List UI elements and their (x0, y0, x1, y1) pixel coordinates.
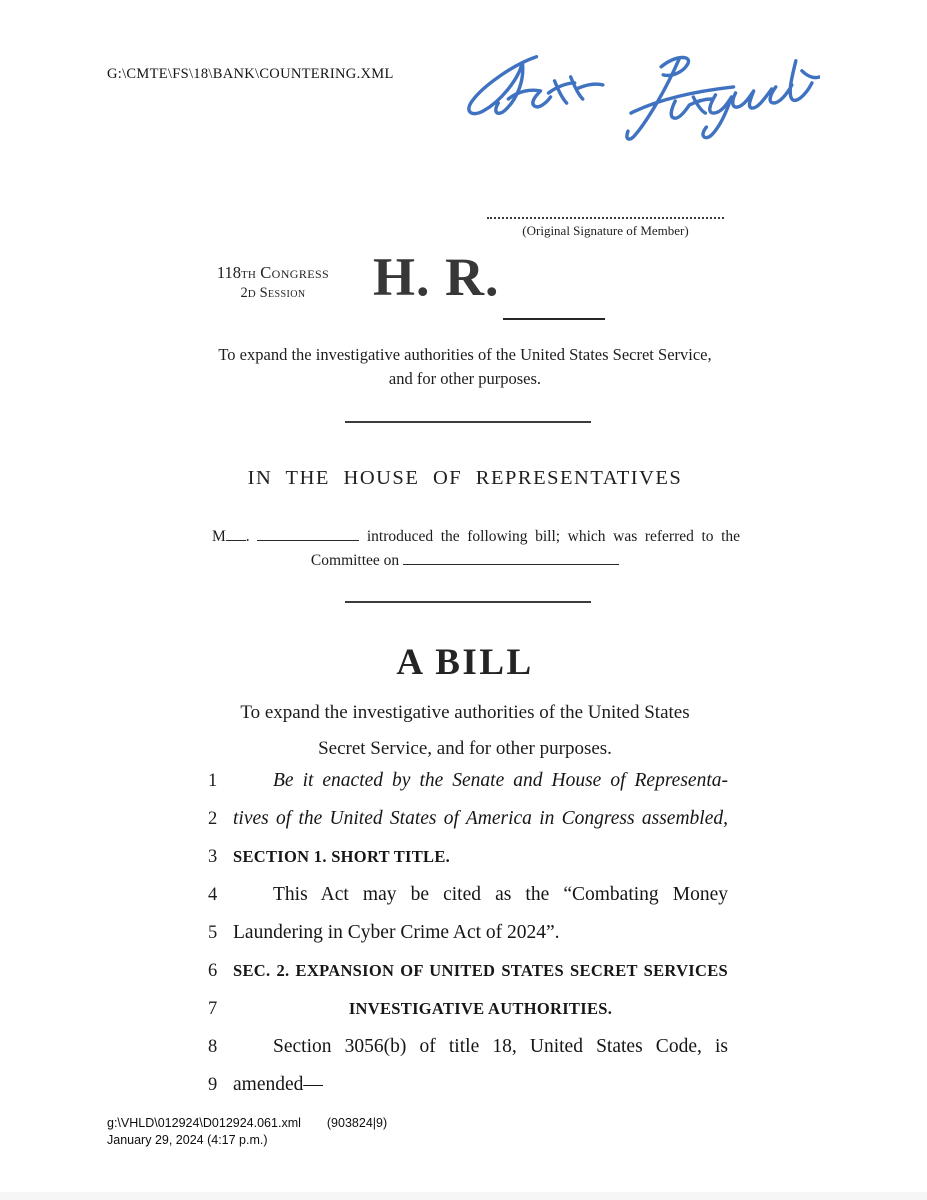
bill-number-blank (503, 318, 605, 320)
bill-line (186, 990, 728, 1028)
bill-number-heading: H. R. (373, 247, 500, 307)
footer-line1 (107, 1115, 387, 1132)
line-text: Section 3056(b) of title 18, United States Code, is (273, 1036, 728, 1057)
congress-session-block (190, 264, 356, 303)
line-text: SEC. 2. EXPANSION OF UNITED STATES SECRET SERVICES (233, 961, 728, 980)
signature-dotted-line (487, 203, 724, 219)
footer-code: (903824|9) (326, 1116, 388, 1130)
committee-name-blank (403, 551, 619, 565)
member-signature (448, 50, 820, 152)
line-text: SECTION 1. SHORT TITLE. (233, 847, 451, 866)
bill-line (186, 876, 728, 914)
bill-line (186, 762, 728, 800)
divider-rule-top (345, 421, 591, 423)
line-number: 2 (208, 809, 218, 829)
bill-long-title-line2: Secret Service, and for other purposes. (318, 738, 612, 759)
line-number: 6 (208, 961, 218, 981)
official-title (150, 343, 780, 391)
bill-line (186, 952, 728, 990)
footer-filepath: g:\VHLD\012924\D012924.061.xml (107, 1116, 301, 1130)
line-text: tives of the United States of America in Congress assembled, (233, 808, 728, 829)
introduction-line: M . introduced the following bill; which was referred to the (212, 528, 741, 545)
divider-rule-bottom (345, 601, 591, 603)
line-number: 8 (208, 1037, 218, 1057)
member-name-blank (226, 527, 246, 541)
congress-line: 118TH Congress (216, 263, 330, 282)
line-number: 9 (208, 1075, 218, 1095)
committee-line (150, 551, 780, 570)
line-text: amended— (233, 1074, 323, 1095)
member-prefix: M (212, 528, 226, 545)
session-line: 2D Session (240, 285, 306, 301)
line-text: Be it enacted by the Senate and House of Representa- (273, 770, 728, 791)
line-text: INVESTIGATIVE AUTHORITIES. (348, 999, 613, 1018)
official-title-line1: To expand the investigative authorities of the United States Secret Service, (218, 345, 712, 364)
committee-label: Committee on (310, 552, 400, 569)
line-text: Laundering in Cyber Crime Act of 2024”. (233, 922, 560, 943)
line-text: This Act may be cited as the “Combating Money (273, 884, 728, 905)
source-xml-path: G:\CMTE\FS\18\BANK\COUNTERING.XML (107, 66, 394, 82)
original-signature-block (487, 203, 724, 239)
line-number: 4 (208, 885, 218, 905)
bill-line (186, 914, 728, 952)
bill-long-title-line1: To expand the investigative authorities of the United States (240, 702, 690, 723)
house-heading: IN THE HOUSE OF REPRESENTATIVES (247, 467, 683, 489)
signature-caption: (Original Signature of Member) (522, 223, 689, 238)
referral-clause: introduced the following bill; which was referred to the (366, 528, 741, 545)
line-number: 1 (208, 771, 218, 791)
bill-line (186, 1028, 728, 1066)
bill-line (186, 800, 728, 838)
a-bill-heading: A BILL (396, 642, 534, 683)
footer-date: January 29, 2024 (4:17 p.m.) (107, 1133, 268, 1147)
page-footer (107, 1115, 387, 1149)
line-number: 5 (208, 923, 218, 943)
official-title-line2: and for other purposes. (388, 369, 542, 388)
line-number: 3 (208, 847, 218, 867)
scan-bottom-edge (0, 1192, 927, 1200)
line-number: 7 (208, 999, 218, 1019)
member-name-blank-long (257, 527, 359, 541)
bill-line (186, 1066, 728, 1104)
bill-long-title (150, 695, 780, 767)
bill-line (186, 838, 728, 876)
bill-body (186, 762, 728, 1104)
